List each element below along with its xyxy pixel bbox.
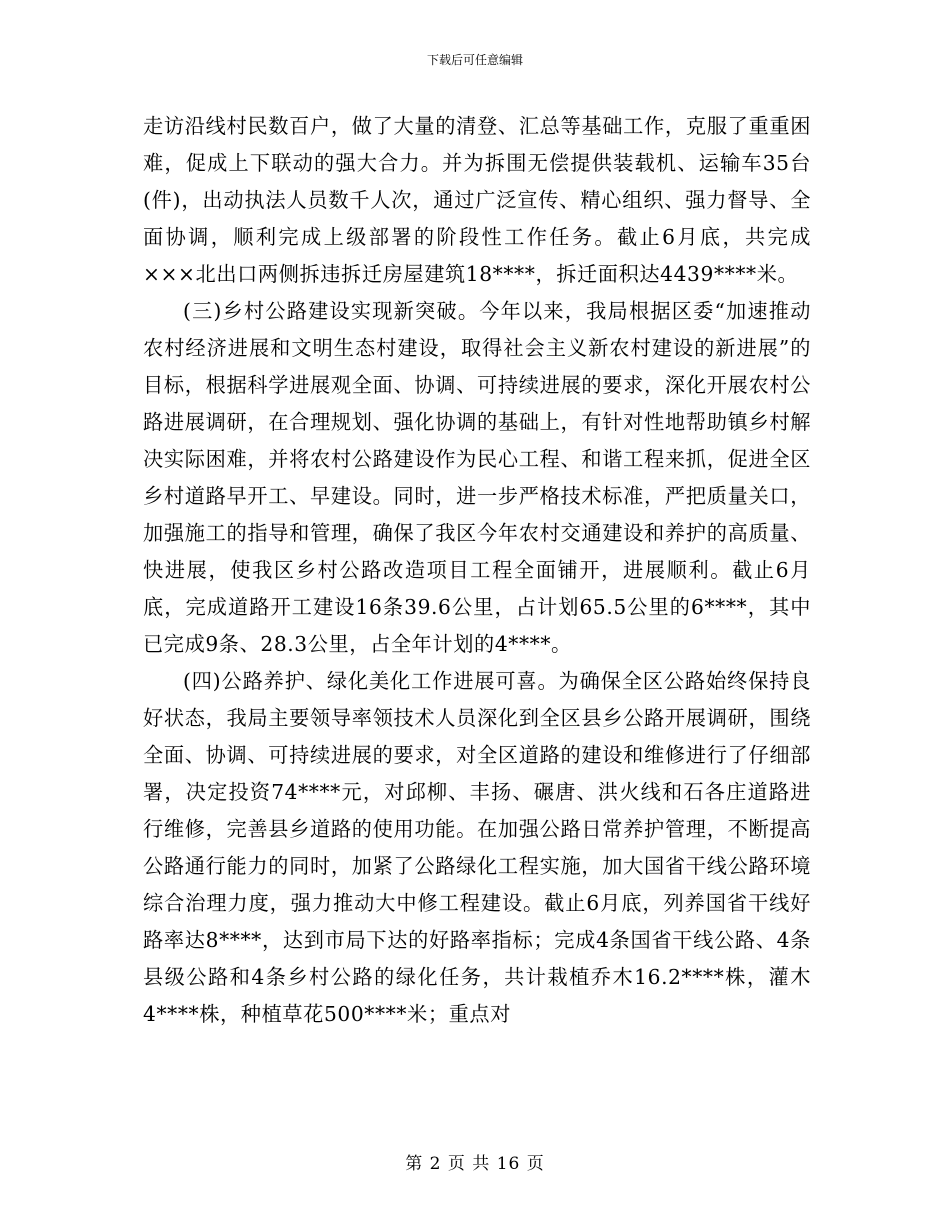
- paragraph-rural-roads: (三)乡村公路建设实现新突破。今年以来，我局根据区委“加速推动农村经济进展和文明生态村建设，取得社会主义新农村建设的新进展”的目标，根据科学进展观全面、协调、可持续进展的要求，深化开展农村公路进展调研，在合理规划、强化协调的基础上，有针对性地帮助镇乡村解决实际困难，并将农村公路建设作为民心工程、和谐工程来抓，促进全区乡村道路早开工、早建设。同时，进一步严格技术标准，严把质量关口，加强施工的指导和管理，确保了我区今年农村交通建设和养护的高质量、快进展，使我区乡村公路改造项目工程全面铺开，进展顺利。截止6月底，完成道路开工建设16条39.6公里，占计划65.5公里的6****，其中已完成9条、28.3公里，占全年计划的4****。: [143, 299, 811, 656]
- page-number: 第 2 页 共 16 页: [405, 1154, 545, 1174]
- paragraph-continuation: 走访沿线村民数百户，做了大量的清登、汇总等基础工作，克服了重重困难，促成上下联动的强大合力。并为拆围无偿提供装载机、运输车35台(件)，出动执法人员数千人次，通过广泛宣传、精心组织、强力督导、全面协调，顺利完成上级部署的阶段性工作任务。截止6月底，共完成×××北出口两侧拆违拆迁房屋建筑18****，拆迁面积达4439****米。: [143, 114, 811, 286]
- page-header: 下载后可任意编辑: [426, 53, 523, 67]
- document-body: [143, 108, 811, 1033]
- paragraph-road-maintenance: (四)公路养护、绿化美化工作进展可喜。为确保全区公路始终保持良好状态，我局主要领导率领技术人员深化到全区县乡公路开展调研，围绕全面、协调、可持续进展的要求，对全区道路的建设和维修进行了仔细部署，决定投资74****元，对邱柳、丰扬、碾唐、洪火线和石各庄道路进行维修，完善县乡道路的使用功能。在加强公路日常养护管理，不断提高公路通行能力的同时，加紧了公路绿化工程实施，加大国省干线公路环境综合治理力度，强力推动大中修工程建设。截止6月底，列养国省干线好路率达8****，达到市局下达的好路率指标；完成4条国省干线公路、4条县级公路和4条乡村公路的绿化任务，共计栽植乔木16.2****株，灌木4****株，种植草花500****米；重点对: [143, 669, 811, 1026]
